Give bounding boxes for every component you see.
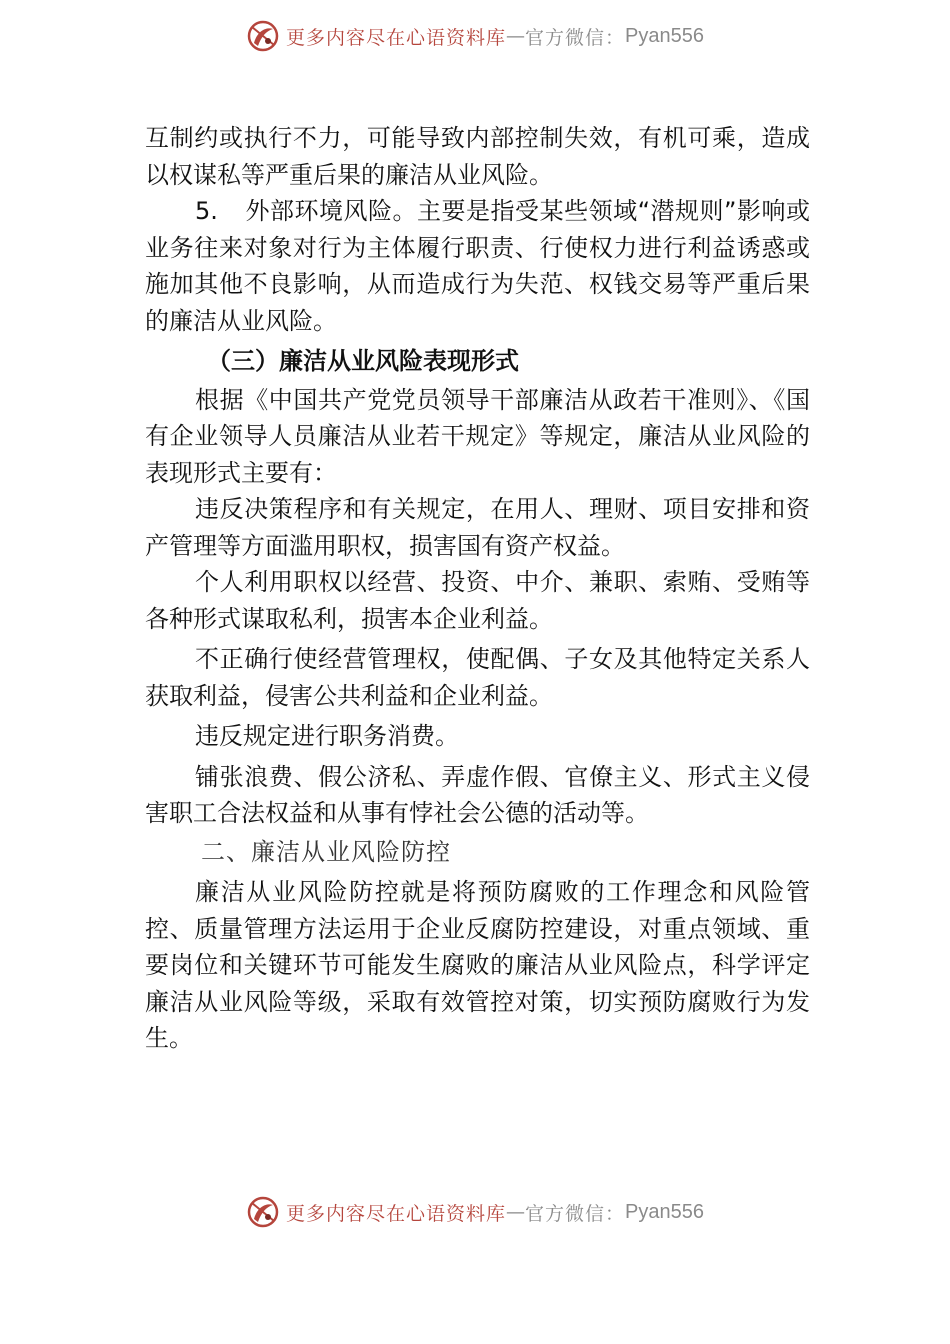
- paragraph-item-5: [145, 193, 810, 339]
- footer-wechat-label: 官方微信：: [525, 1202, 626, 1225]
- footer-banner-title: 更多内容尽在心语资料库: [286, 1202, 507, 1225]
- section-3-intro: 根据《中国共产党党员领导干部廉洁从政若干准则》、《国有企业领导人员廉洁从业若干规定》等规定，廉洁从业风险的表现形式主要有：: [145, 385, 810, 487]
- part-2-paragraph: 廉洁从业风险防控就是将预防腐败的工作理念和风险管控、质量管理方法运用于企业反腐防控建设，对重点领域、重要岗位和关键环节可能发生腐败的廉洁从业风险点，科学评定廉洁从业风险等级，采取有效管控对策，切实预防腐败行为发生。: [145, 878, 810, 1052]
- form-item-2: 个人利用职权以经营、投资、中介、兼职、索贿、受贿等各种形式谋取私利，损害本企业利益。: [145, 568, 810, 633]
- part-2-heading: 二、廉洁从业风险防控: [201, 837, 451, 866]
- item-number: 5.: [195, 197, 218, 225]
- library-logo-icon: [246, 19, 280, 53]
- footer-wechat-id: Pyan556: [625, 1200, 704, 1223]
- form-item-1: 违反决策程序和有关规定，在用人、理财、项目安排和资产管理等方面滥用职权，损害国有资产权益。: [145, 495, 810, 560]
- wechat-label: 官方微信：: [525, 26, 626, 49]
- footer-banner: [0, 1188, 950, 1236]
- form-item-3: 不正确行使经营管理权，使配偶、子女及其他特定关系人获取利益，侵害公共利益和企业利益。: [145, 645, 810, 710]
- document-body: [145, 120, 810, 1057]
- form-item-4: 违反规定进行职务消费。: [195, 722, 459, 750]
- library-logo-icon: [246, 1195, 280, 1229]
- footer-banner-separator: —: [506, 1201, 526, 1223]
- banner-separator: —: [506, 25, 526, 47]
- section-heading-3: （三）廉洁从业风险表现形式: [207, 347, 519, 375]
- banner-title: 更多内容尽在心语资料库: [286, 26, 507, 49]
- header-banner: [0, 12, 950, 60]
- wechat-id: Pyan556: [625, 24, 704, 47]
- paragraph-continued: 互制约或执行不力，可能导致内部控制失效，有机可乘，造成以权谋私等严重后果的廉洁从业风险。: [145, 124, 810, 189]
- form-item-5: 铺张浪费、假公济私、弄虚作假、官僚主义、形式主义侵害职工合法权益和从事有悖社会公德的活动等。: [145, 762, 810, 827]
- item-5-text: 外部环境风险。主要是指受某些领域“潜规则”影响或业务往来对象对行为主体履行职责、行使权力进行利益诱惑或施加其他不良影响，从而造成行为失范、权钱交易等严重后果的廉洁从业风险。: [145, 197, 810, 335]
